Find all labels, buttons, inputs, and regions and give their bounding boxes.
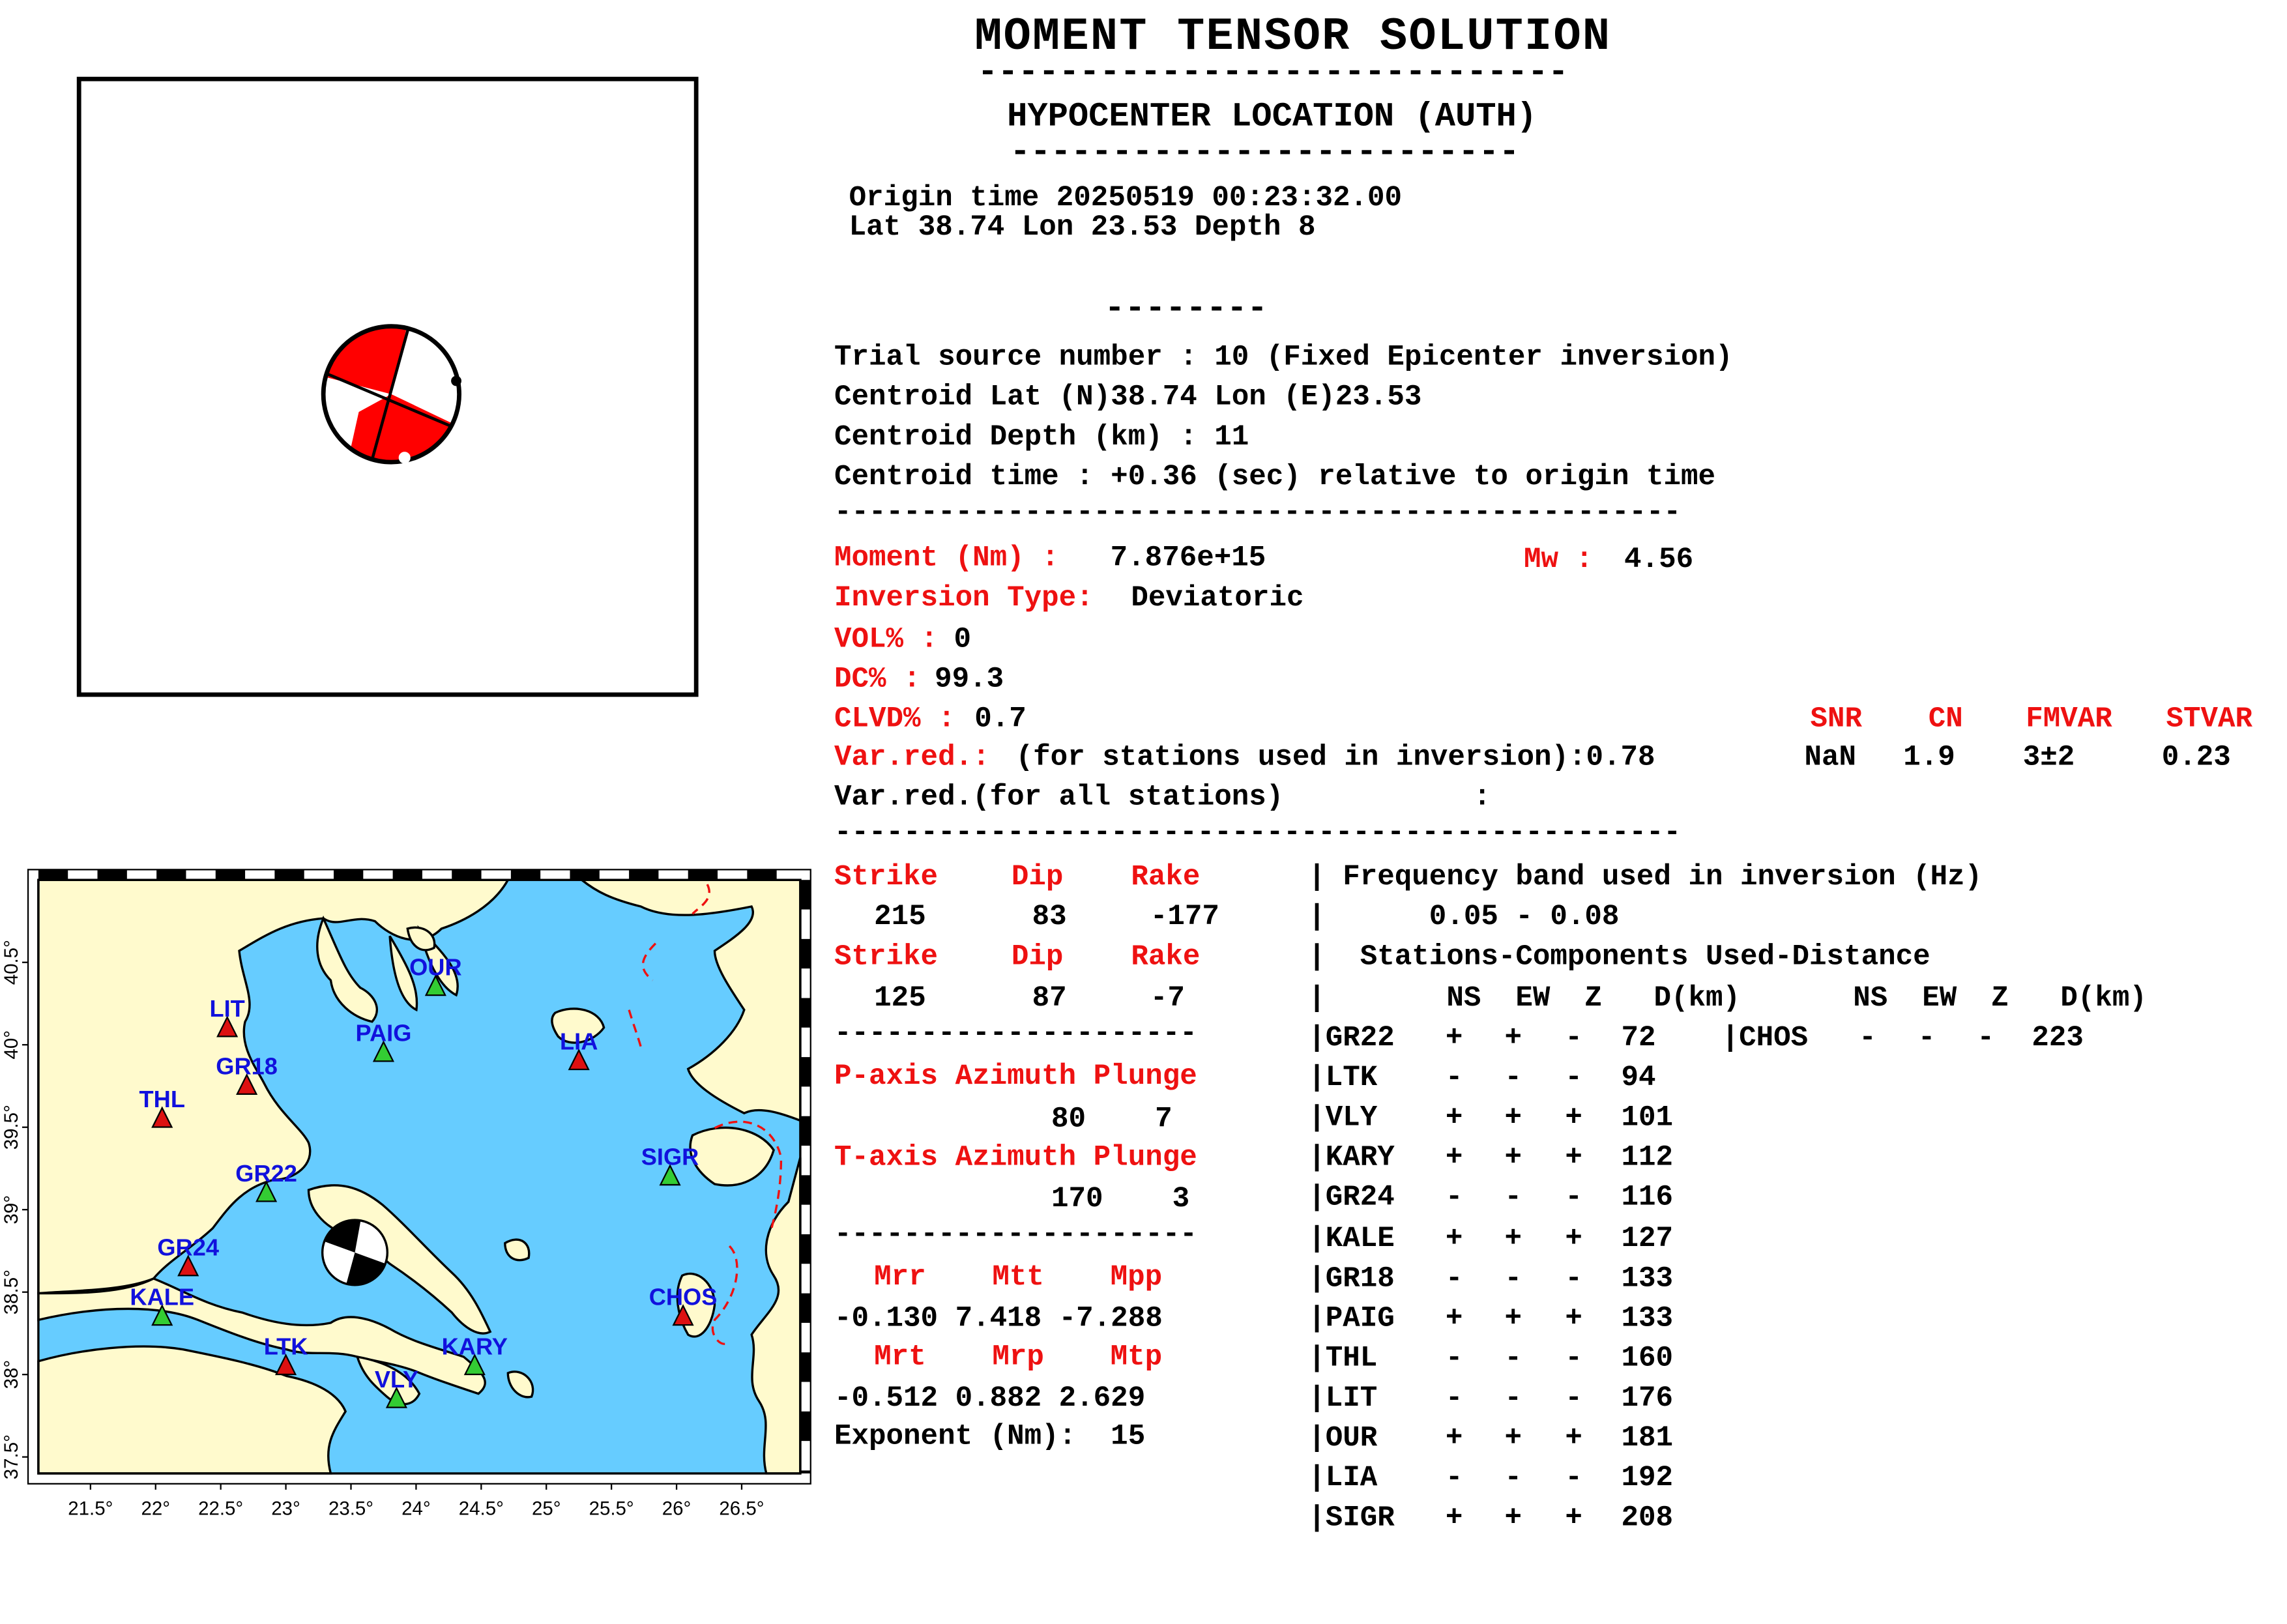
inversion-type-value: Deviatoric: [1131, 581, 1304, 615]
cn-value: 1.9: [1903, 741, 1955, 774]
station-ew: +: [1504, 1501, 1522, 1535]
station-z: +: [1565, 1101, 1582, 1135]
station-label: GR22: [235, 1159, 297, 1187]
trial-source: Trial source number : 10 (Fixed Epicenter inversion): [834, 341, 1733, 374]
moment-value: 7.876e+15: [1110, 542, 1266, 575]
clvd-value: 0.7: [974, 703, 1027, 736]
station-z: -: [1565, 1062, 1582, 1094]
station-map-svg: [1, 862, 818, 1520]
station-label: GR24: [157, 1234, 220, 1261]
snr-header: SNR: [1810, 703, 1863, 736]
station-label: LTK: [263, 1333, 308, 1360]
centroid-rule: -------------------------------------------------: [834, 496, 1682, 529]
centroid-time: Centroid time : +0.36 (sec) relative to origin time: [834, 460, 1716, 493]
frame-segment: [800, 998, 811, 1027]
report-title: MOMENT TENSOR SOLUTION: [974, 12, 1612, 64]
frame-segment: [800, 880, 811, 909]
stvar-value: 0.23: [2161, 741, 2231, 774]
frame-segment: [216, 869, 245, 880]
station-z: +: [1565, 1501, 1582, 1535]
station-label: KALE: [130, 1283, 195, 1311]
station-ew: +: [1504, 1141, 1522, 1174]
rake-label-2: Rake: [1131, 940, 1201, 973]
station-name: |SIGR: [1308, 1501, 1395, 1535]
station-ns: -: [1445, 1341, 1463, 1374]
station-name: |THL: [1308, 1341, 1378, 1374]
strike-label-2: Strike: [834, 940, 939, 973]
station-label: PAIG: [355, 1019, 412, 1047]
mtt-label: Mtt: [992, 1260, 1044, 1294]
station-ns: -: [1445, 1382, 1463, 1415]
varred-all: Var.red.(for all stations) :: [834, 781, 1491, 814]
lat-tick-label: 37.5°: [1, 1434, 23, 1480]
station-ns: +: [1445, 1301, 1463, 1335]
dc-label: DC% :: [834, 663, 921, 696]
centroid-latlon: Centroid Lat (N)38.74 Lon (E)23.53: [834, 381, 1422, 414]
station-distance: 160: [1621, 1341, 1674, 1374]
station-ns: -: [1445, 1182, 1463, 1215]
p-axis-values: 80 7: [1051, 1103, 1173, 1136]
frame-segment: [800, 1352, 811, 1382]
lon-tick-label: 24°: [401, 1498, 431, 1520]
station-ew: -: [1504, 1062, 1522, 1094]
station-z: +: [1565, 1421, 1582, 1455]
vol-value: 0: [954, 623, 972, 656]
frame-segment: [747, 869, 776, 880]
axes-rule: ---------------------: [834, 1218, 1197, 1251]
lat-tick-label: 38.5°: [1, 1269, 23, 1315]
dc-value: 99.3: [935, 663, 1004, 696]
beachball-svg: [81, 81, 694, 693]
origin-location: Lat 38.74 Lon 23.53 Depth 8: [849, 210, 1316, 244]
mrp-label: Mrp: [992, 1341, 1044, 1373]
station-name: |KARY: [1308, 1141, 1395, 1174]
fmvar-value: 3±2: [2022, 741, 2075, 774]
station-distance: 72: [1621, 1021, 1656, 1054]
station-label: THL: [139, 1085, 185, 1112]
mw-label: Mw :: [1523, 543, 1594, 576]
frame-segment: [800, 1412, 811, 1441]
station-ew: +: [1504, 1101, 1522, 1135]
station-distance: 101: [1621, 1101, 1674, 1135]
freq-band: | 0.05 - 0.08: [1308, 900, 1620, 933]
station-distance: 223: [2032, 1021, 2084, 1054]
station-ew: -: [1504, 1382, 1522, 1415]
station-z: -: [1565, 1382, 1582, 1415]
station-name: |GR22: [1308, 1021, 1395, 1054]
frame-segment: [800, 1234, 811, 1264]
lon-tick-label: 23°: [271, 1498, 300, 1520]
station-name: |GR18: [1308, 1262, 1395, 1294]
frame-segment: [800, 1057, 811, 1086]
station-ns: +: [1445, 1421, 1463, 1455]
lon-tick-label: 22.5°: [198, 1498, 244, 1520]
fmvar-header: FMVAR: [2026, 703, 2112, 736]
station-name: |PAIG: [1308, 1301, 1395, 1335]
station-ns: -: [1445, 1462, 1463, 1494]
frame-segment: [98, 869, 127, 880]
cn-header: CN: [1928, 703, 1963, 736]
exponent-line: Exponent (Nm): 15: [834, 1420, 1146, 1453]
station-name: |LTK: [1308, 1062, 1378, 1094]
station-ew: +: [1504, 1021, 1522, 1054]
moment-rule: -------------------------------------------------: [834, 816, 1682, 849]
beachball-panel: [77, 77, 699, 697]
strike-label-1: Strike: [834, 860, 939, 893]
station-z: +: [1565, 1141, 1582, 1174]
frame-segment: [800, 939, 811, 968]
station-distance: 94: [1621, 1062, 1656, 1094]
frame-segment: [800, 1116, 811, 1146]
station-ns: -: [1445, 1062, 1463, 1094]
station-ew: -: [1504, 1462, 1522, 1494]
frame-segment: [274, 869, 304, 880]
lon-tick-label: 24.5°: [458, 1498, 504, 1520]
frame-segment: [393, 869, 422, 880]
stations-col-header: | NS EW Z D(km): [1308, 981, 1741, 1015]
station-ns: -: [1445, 1262, 1463, 1294]
t-axis-marker: [451, 376, 461, 386]
freq-title: | Frequency band used in inversion (Hz): [1308, 860, 1983, 893]
dip-2: 87: [1032, 981, 1067, 1015]
dip-label-2: Dip: [1011, 940, 1064, 973]
station-ew: -: [1504, 1341, 1522, 1374]
rake-1: -177: [1150, 900, 1219, 933]
frame-segment: [334, 869, 363, 880]
report-subtitle: HYPOCENTER LOCATION (AUTH): [1007, 97, 1537, 136]
rake-2: -7: [1150, 981, 1185, 1015]
mw-value: 4.56: [1624, 543, 1694, 576]
stations-col-header-2: NS EW Z D(km): [1853, 981, 2147, 1015]
p-axis-marker: [400, 452, 410, 463]
station-z: -: [1565, 1462, 1582, 1494]
dip-label-1: Dip: [1011, 860, 1064, 893]
lat-tick-label: 40.5°: [1, 940, 23, 985]
lon-tick-label: 25°: [531, 1498, 561, 1520]
stations-title: | Stations-Components Used-Distance: [1308, 940, 1930, 973]
origin-time: Origin time 20250519 00:23:32.00: [849, 181, 1403, 214]
t-axis-values: 170 3: [1051, 1182, 1190, 1215]
frame-segment: [452, 869, 481, 880]
station-z: -: [1565, 1182, 1582, 1215]
lon-tick-label: 26°: [662, 1498, 692, 1520]
station-label: KARY: [441, 1333, 508, 1360]
lat-tick-label: 39.5°: [1, 1105, 23, 1150]
frame-segment: [800, 1294, 811, 1323]
frame-segment: [800, 1175, 811, 1204]
frame-segment: [38, 869, 68, 880]
station-z: -: [1565, 1341, 1582, 1374]
frame-segment: [511, 869, 540, 880]
station-z: -: [1565, 1021, 1582, 1054]
station-ns: +: [1445, 1021, 1463, 1054]
station-distance: 112: [1621, 1141, 1674, 1174]
station-label: OUR: [409, 953, 462, 981]
title-rule: -----------------------------: [977, 53, 1569, 92]
snr-value: NaN: [1804, 741, 1856, 774]
station-z: -: [1565, 1262, 1582, 1294]
t-axis-label: T-axis Azimuth Plunge: [834, 1141, 1197, 1174]
station-z: -: [1977, 1021, 1995, 1054]
station-ew: -: [1917, 1021, 1936, 1054]
frame-segment: [570, 869, 599, 880]
tensor-row2-values: -0.512 0.882 2.629: [834, 1382, 1146, 1415]
map-epicenter-beachball: [323, 1220, 388, 1285]
inversion-type-label: Inversion Type:: [834, 581, 1094, 615]
station-distance: 192: [1621, 1462, 1674, 1494]
vol-label: VOL% :: [834, 623, 939, 656]
clvd-label: CLVD% :: [834, 703, 955, 736]
station-label: LIA: [560, 1028, 598, 1055]
centroid-depth: Centroid Depth (km) : 11: [834, 420, 1249, 454]
lat-tick-label: 38°: [1, 1359, 23, 1389]
station-ew: -: [1504, 1262, 1522, 1294]
station-ns: -: [1859, 1021, 1876, 1054]
lon-tick-label: 25.5°: [589, 1498, 634, 1520]
station-label: VLY: [374, 1366, 419, 1393]
varred-label: Var.red.:: [834, 741, 990, 774]
frame-segment: [800, 1470, 811, 1473]
station-distance: 176: [1621, 1382, 1674, 1415]
varred-inversion: (for stations used in inversion):0.78: [1015, 741, 1655, 774]
lon-tick-label: 22°: [141, 1498, 171, 1520]
strike-2: 125: [874, 981, 926, 1015]
station-distance: 133: [1621, 1262, 1674, 1294]
station-ns: +: [1445, 1501, 1463, 1535]
planes-rule: ---------------------: [834, 1017, 1197, 1050]
mpp-label: Mpp: [1110, 1260, 1163, 1294]
station-label: GR18: [216, 1052, 278, 1080]
station-ns: +: [1445, 1101, 1463, 1135]
station-ew: +: [1504, 1221, 1522, 1254]
station-ns: +: [1445, 1141, 1463, 1174]
lat-tick-label: 39°: [1, 1195, 23, 1225]
stvar-header: STVAR: [2166, 703, 2253, 736]
station-name: |KALE: [1308, 1221, 1395, 1254]
station-distance: 208: [1621, 1501, 1674, 1535]
rake-label-1: Rake: [1131, 860, 1201, 893]
station-name: |VLY: [1308, 1101, 1378, 1135]
station-label: SIGR: [641, 1143, 699, 1170]
station-ew: +: [1504, 1301, 1522, 1335]
station-distance: 127: [1621, 1221, 1674, 1254]
lat-tick-label: 40°: [1, 1030, 23, 1060]
mrt-label: Mrt: [874, 1341, 926, 1373]
station-ew: -: [1504, 1182, 1522, 1215]
dip-1: 83: [1032, 900, 1067, 933]
lon-tick-label: 21.5°: [68, 1498, 113, 1520]
short-rule: --------: [1104, 289, 1268, 328]
mtp-label: Mtp: [1110, 1341, 1163, 1373]
station-z: +: [1565, 1301, 1582, 1335]
lon-tick-label: 23.5°: [328, 1498, 374, 1520]
station-ns: +: [1445, 1221, 1463, 1254]
station-label: LIT: [209, 994, 245, 1022]
frame-segment: [156, 869, 186, 880]
frame-segment: [688, 869, 718, 880]
moment-label: Moment (Nm) :: [834, 542, 1059, 575]
tensor-row1-values: -0.130 7.418 -7.288: [834, 1302, 1163, 1335]
station-distance: 181: [1621, 1421, 1674, 1455]
station-ew: +: [1504, 1421, 1522, 1455]
station-name: |LIT: [1308, 1382, 1378, 1415]
subtitle-rule: -------------------------: [1010, 132, 1520, 171]
lon-tick-label: 26.5°: [719, 1498, 765, 1520]
frame-segment: [629, 869, 658, 880]
station-name: |GR24: [1308, 1182, 1395, 1215]
station-distance: 116: [1621, 1182, 1674, 1215]
mrr-label: Mrr: [874, 1260, 926, 1294]
station-name: |OUR: [1308, 1421, 1378, 1455]
station-name: |CHOS: [1721, 1021, 1809, 1054]
station-label: CHOS: [648, 1283, 718, 1311]
station-map: [1, 862, 818, 1520]
station-distance: 133: [1621, 1301, 1674, 1335]
strike-1: 215: [874, 900, 926, 933]
station-z: +: [1565, 1221, 1582, 1254]
station-name: |LIA: [1308, 1462, 1378, 1494]
p-axis-label: P-axis Azimuth Plunge: [834, 1060, 1197, 1093]
